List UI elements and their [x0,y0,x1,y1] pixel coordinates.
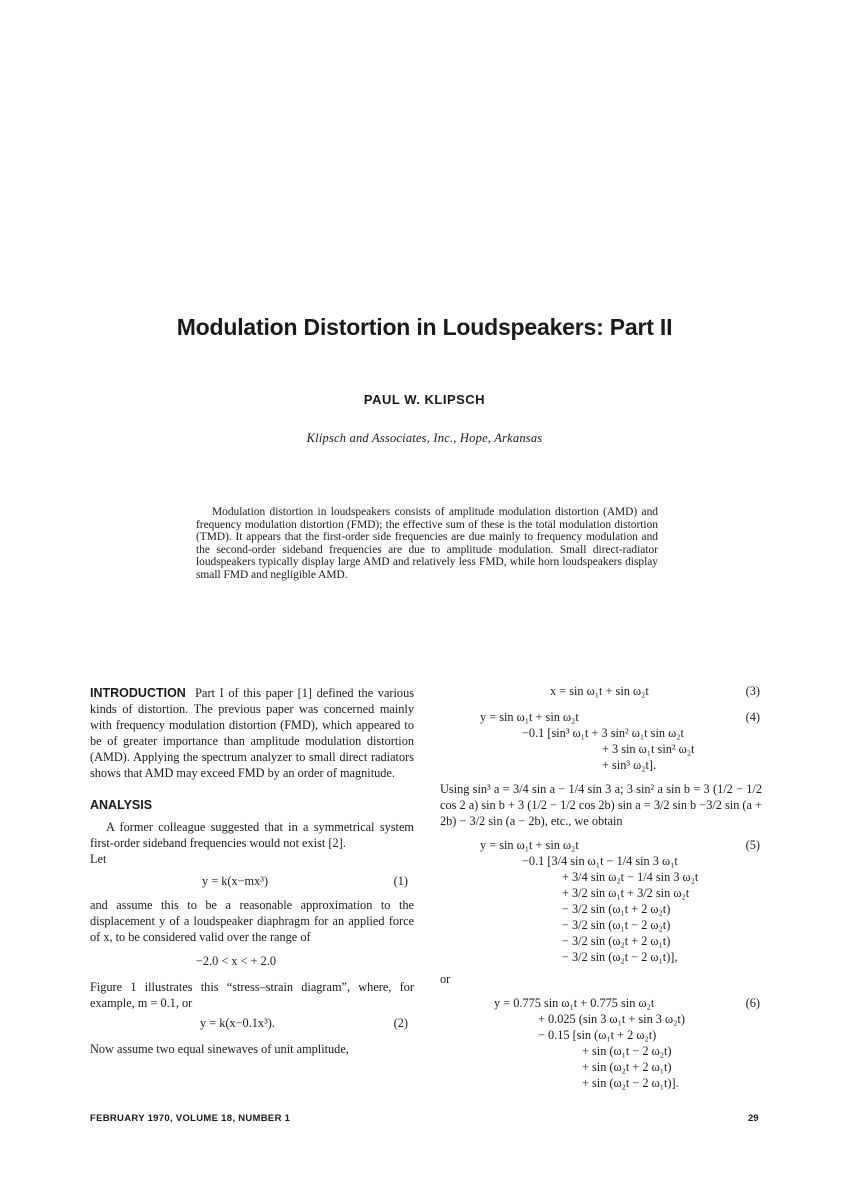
equation-2-number: (2) [393,1016,408,1030]
equation-4-number: (4) [745,710,760,724]
abstract: Modulation distortion in loudspeakers consists of amplitude modulation distortion (AMD) and frequency modulation distortion (FMD); the effective sum of these is the total modulation distortion (TMD). It appears that the first-order side frequencies are due mainly to frequency modulation and the second-order sideband frequencies are due to amplitude modulation. Small direct-radiator loudspeakers typically display large AMD and relatively less FMD, while horn loudspeakers display small FMD and negligible AMD. [196,506,658,581]
equation-6-number: (6) [745,996,760,1010]
equation-5-line-7: − 3/2 sin (ω₂t + 2 ω₁t) [562,934,671,948]
equation-4-line-2: −0.1 [sin³ ω₁t + 3 sin² ω₁t sin ω₂t [522,726,684,740]
equation-5-line [440,885,762,901]
equation-6-line [440,1059,762,1075]
equation-5-line [440,933,762,949]
analysis-heading: ANALYSIS [90,798,153,812]
equation-6-line-5: + sin (ω₂t + 2 ω₁t) [582,1060,672,1074]
equation-4-line-1: y = sin ω₁t + sin ω₂t [480,710,579,724]
equation-6-line-1: y = 0.775 sin ω₁t + 0.775 sin ω₂t [494,996,655,1010]
or-text: or [440,972,451,986]
equation-4-line-3: + 3 sin ω₁t sin² ω₂t [602,742,695,756]
equation-5-line-3: + 3/4 sin ω₂t − 1/4 sin 3 ω₂t [562,870,699,884]
equation-5-line [440,869,762,885]
equation-4-line-4: + sin³ ω₂t]. [602,758,657,772]
equation-5-line [440,901,762,917]
equation-6-line [440,995,762,1011]
using-paragraph: Using sin³ a = 3/4 sin a − 1/4 sin 3 a; 3 sin² a sin b = 3 (1/2 − 1/2 cos 2 a) sin b + 3 (1/2 − 1/2 cos 2b) sin a = 3/2 sin b −3/2 sin (a + 2b) − 3/2 sin (a − 2b), etc., we obtain [440,782,762,828]
equation-2 [90,1015,414,1031]
equation-6-line-2: + 0.025 (sin 3 ω₁t + sin 3 ω₂t) [538,1012,685,1026]
analysis-paragraph-1: A former colleague suggested that in a symmetrical system first-order sideband frequencies would not exist [2]. [90,820,414,850]
range-expression [90,953,414,969]
equation-4 [440,709,762,773]
introduction-text: Part I of this paper [1] defined the various kinds of distortion. The previous paper was concerned mainly with frequency modulation distortion (FMD), which appeared to be of greater importance than amplitude modulation distortion (AMD). Applying the spectrum analyzer to small direct radiators shows that AMD may exceed FMD by an order of magnitude. [90,686,415,780]
left-column [90,685,414,1057]
equation-1 [90,873,414,889]
equation-5-line-1: y = sin ω₁t + sin ω₂t [480,838,579,852]
author-affiliation: Klipsch and Associates, Inc., Hope, Arkansas [306,431,543,445]
equation-4-line [440,741,762,757]
introduction-heading: INTRODUCTION [90,686,186,700]
analysis-paragraph-3: Figure 1 illustrates this “stress–strain diagram”, where, for example, m = 0.1, or [90,980,414,1010]
equation-4-line [440,709,762,725]
analysis-paragraph-2: and assume this to be a reasonable approximation to the displacement y of a loudspeaker diaphragm for an applied force of x, to be considered valid over the range of [90,898,414,944]
equation-5-line [440,853,762,869]
range-expression-body: −2.0 < x < + 2.0 [196,954,277,968]
equation-5-line-8: − 3/2 sin (ω₂t − 2 ω₁t)], [562,950,678,964]
paper-title: Modulation Distortion in Loudspeakers: Part II [176,314,673,340]
equation-5-line-2: −0.1 [3/4 sin ω₁t − 1/4 sin 3 ω₁t [522,854,678,868]
equation-5-line [440,917,762,933]
equation-5-line [440,837,762,853]
let-text: Let [90,852,107,866]
journal-footer: FEBRUARY 1970, VOLUME 18, NUMBER 1 [90,1113,291,1124]
equation-5-number: (5) [745,838,760,852]
analysis-paragraph-4: Now assume two equal sinewaves of unit amplitude, [90,1042,349,1056]
equation-3-body: x = sin ω₁t + sin ω₂t [550,684,649,698]
equation-3 [440,683,762,699]
equation-6-line [440,1011,762,1027]
equation-4-line [440,757,762,773]
equation-4-line [440,725,762,741]
equation-6-line [440,1075,762,1091]
page-number: 29 [748,1113,759,1124]
equation-5 [440,837,762,965]
equation-6 [440,995,762,1091]
equation-2-body: y = k(x−0.1x³). [200,1016,275,1030]
author-name: PAUL W. KLIPSCH [363,392,486,407]
equation-1-body: y = k(x−mx³) [202,874,269,888]
introduction-paragraph [90,685,414,781]
equation-6-line [440,1043,762,1059]
equation-6-line-3: − 0.15 [sin (ω₁t + 2 ω₂t) [538,1028,657,1042]
equation-6-line [440,1027,762,1043]
right-column [440,683,762,1091]
equation-6-line-4: + sin (ω₁t − 2 ω₂t) [582,1044,672,1058]
equation-6-line-6: + sin (ω₂t − 2 ω₁t)]. [582,1076,679,1090]
equation-1-number: (1) [393,874,408,888]
equation-3-number: (3) [745,684,760,698]
equation-5-line-6: − 3/2 sin (ω₁t − 2 ω₂t) [562,918,671,932]
equation-5-line-5: − 3/2 sin (ω₁t + 2 ω₂t) [562,902,671,916]
equation-5-line [440,949,762,965]
equation-5-line-4: + 3/2 sin ω₁t + 3/2 sin ω₂t [562,886,690,900]
